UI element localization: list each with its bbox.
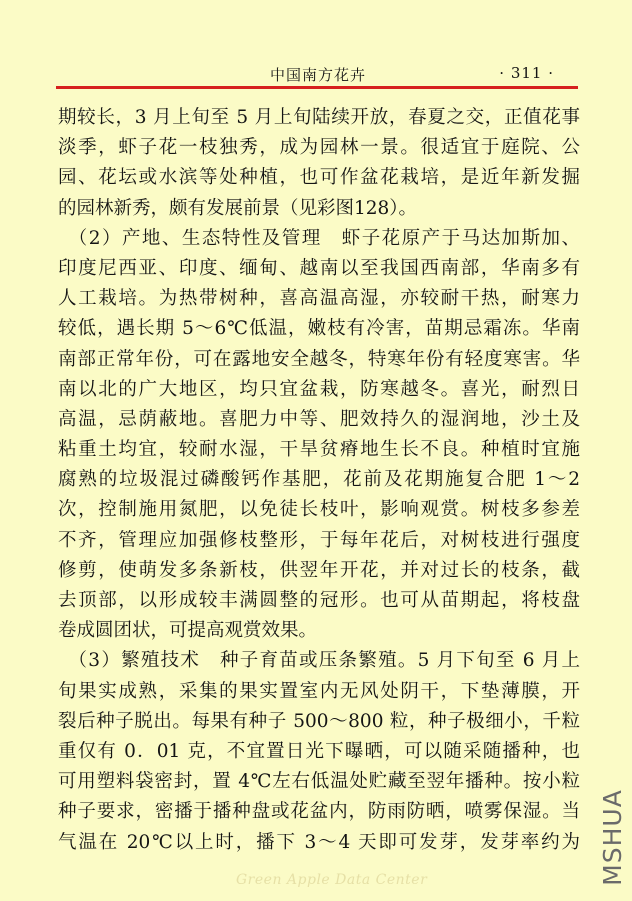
text-line: 不齐，管理应加强修枝整形，于每年花后，对树枝进行强度 [58, 529, 580, 551]
text-line: （3）繁殖技术 种子育苗或压条繁殖。5 月下旬至 6 月上 [58, 650, 580, 672]
text-line: 重仅有 0．01 克，不宜置日光下曝晒，可以随采随播种，也 [58, 740, 580, 762]
text-line: 淡季，虾子花一枝独秀，成为园林一景。很适宜于庭院、公 [58, 137, 580, 159]
text-line: 腐熟的垃圾混过磷酸钙作基肥，花前及花期施复合肥 1～2 [58, 469, 580, 491]
page-number: · 311 · [499, 64, 554, 82]
text-line: 去顶部，以形成较丰满圆整的冠形。也可从苗期起，将枝盘 [58, 590, 580, 611]
text-line: 南以北的广大地区，均只宜盆栽，防寒越冬。喜光，耐烈日 [58, 378, 580, 400]
side-mark [596, 782, 628, 892]
text-line: 可用塑料袋密封，置 4℃左右低温处贮藏至翌年播种。按小粒 [58, 771, 580, 793]
text-line: 印度尼西亚、印度、缅甸、越南以至我国西南部，华南多有 [58, 257, 580, 279]
text-line: 卷成圆团状，可提高观赏效果。 [58, 620, 318, 642]
side-mark-text: MSHUA [597, 788, 627, 886]
watermark-text: Green Apple Data Center [236, 872, 428, 888]
book-title: 中国南方花卉 [270, 66, 367, 84]
text-line: 人工栽培。为热带树种，喜高温高湿，亦较耐干热，耐寒力 [58, 288, 580, 310]
text-line: 的园林新秀，颇有发展前景（见彩图128）。 [58, 197, 418, 219]
text-line: 南部正常年份，可在露地安全越冬，特寒年份有轻度寒害。华 [58, 348, 580, 370]
text-line: 高温，忌荫蔽地。喜肥力中等、肥效持久的湿润地，沙土及 [58, 408, 580, 430]
text-line: 较低，遇长期 5～6℃低温，嫩枝有冷害，苗期忌霜冻。华南 [58, 318, 580, 340]
body-text [58, 103, 580, 858]
text-line: （2）产地、生态特性及管理 虾子花原产于马达加斯加、 [58, 227, 580, 249]
text-line: 气温在 20℃以上时，播下 3～4 天即可发芽，发芽率约为 [58, 831, 580, 853]
text-line: 种子要求，密播于播种盘或花盆内，防雨防晒，喷雾保湿。当 [58, 801, 580, 823]
header-rule [56, 86, 578, 89]
text-line: 次，控制施用氮肥，以免徒长枝叶，影响观赏。树枝多参差 [58, 499, 580, 521]
text-line: 期较长，3 月上旬至 5 月上旬陆续开放，春夏之交，正值花事 [58, 107, 580, 128]
text-line: 园、花坛或水滨等处种植，也可作盆花栽培，是近年新发掘 [58, 167, 580, 189]
text-line: 粘重土均宜，较耐水湿，干旱贫瘠地生长不良。种植时宜施 [58, 439, 580, 461]
text-line: 裂后种子脱出。每果有种子 500～800 粒，种子极细小，千粒 [58, 710, 580, 732]
running-header [56, 58, 578, 90]
text-line: 修剪，使萌发多条新枝，供翌年开花，并对过长的枝条，截 [58, 559, 580, 581]
text-line: 旬果实成熟，采集的果实置室内无风处阴干，下垫薄膜，开 [58, 680, 580, 702]
